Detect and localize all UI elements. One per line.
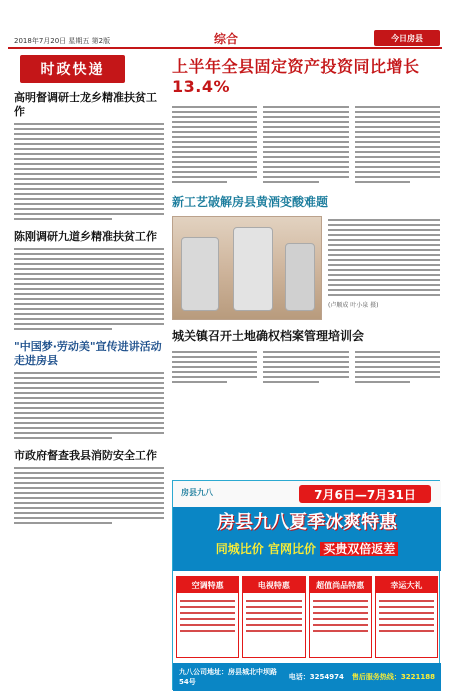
ad-hero	[173, 507, 441, 571]
subline-part: 同城比价	[215, 542, 264, 556]
winery-photo	[172, 216, 322, 320]
section-name: 综合	[214, 32, 239, 46]
tank-shape	[285, 243, 315, 311]
promo-card	[176, 576, 239, 658]
subline-part: 官网比价	[267, 542, 316, 556]
left-column	[14, 55, 164, 695]
tank-shape	[233, 227, 273, 311]
promo-body	[310, 593, 371, 639]
promo-card	[375, 576, 438, 658]
promo-title: 空调特惠	[177, 577, 238, 593]
training-col-3	[355, 348, 440, 386]
feature-title: 新工艺破解房县黄酒变酸难题	[172, 195, 329, 209]
promo-body	[177, 593, 238, 639]
promo-title: 超值尚品特惠	[310, 577, 371, 593]
ad-headline: 房县九八夏季冰爽特惠	[217, 512, 397, 533]
article-4	[14, 449, 164, 524]
store-address: 九八公司地址：房县城北中坝路54号	[179, 668, 277, 686]
promo-body	[376, 593, 437, 639]
promo-title: 电视特惠	[243, 577, 304, 593]
article-body	[14, 372, 164, 439]
feature-article	[172, 194, 440, 320]
masthead	[0, 0, 450, 46]
training-title: 城关镇召开土地确权档案管理培训会	[172, 329, 365, 343]
promo-card	[309, 576, 372, 658]
article-body	[14, 248, 164, 330]
training-body	[172, 348, 440, 386]
store-phone: 电话：3254974	[288, 673, 344, 681]
article-title: 市政府督查我县消防安全工作	[14, 449, 157, 462]
training-col-2	[263, 348, 348, 386]
article-title: 陈刚调研九道乡精准扶贫工作	[14, 230, 157, 243]
tank-shape	[181, 237, 219, 311]
section-banner: 时政快递	[20, 55, 125, 83]
store-name: 房县九八	[181, 488, 213, 497]
promo-card	[242, 576, 305, 658]
article-2	[14, 230, 164, 330]
feature-body	[328, 216, 440, 320]
subline-part-highlight: 买贵双倍返差	[320, 542, 398, 556]
lead-headline: 上半年全县固定资产投资同比增长13.4%	[172, 57, 420, 96]
article-title: "中国梦·劳动美"宣传进讲活动走进房县	[14, 340, 162, 367]
article-body	[14, 467, 164, 524]
ad-top-bar	[173, 481, 441, 507]
promo-grid	[173, 573, 441, 661]
lead-col-3	[355, 103, 440, 186]
promo-body	[243, 593, 304, 639]
promo-title: 幸运大礼	[376, 577, 437, 593]
lead-col-2	[263, 103, 348, 186]
issue-meta: 2018年7月20日 星期五 第2版	[14, 37, 111, 45]
training-article	[172, 328, 440, 386]
lead-col-1	[172, 103, 257, 186]
feature-content	[172, 216, 440, 320]
article-title: 高明督调研士龙乡精准扶贫工作	[14, 91, 157, 118]
service-hotline: 售后服务热线：3221188	[351, 673, 435, 681]
ad-footer	[173, 663, 441, 691]
header-rule	[8, 47, 442, 49]
lead-article-body	[172, 103, 440, 186]
promo-date-badge: 7月6日—7月31日	[299, 485, 431, 503]
newspaper-logo: 今日房县	[374, 30, 440, 46]
ad-subline	[183, 541, 431, 557]
training-col-1	[172, 348, 257, 386]
advertisement	[172, 480, 440, 690]
article-body	[14, 123, 164, 220]
photo-caption: (卢顺成 叶小泉 摄)	[328, 302, 379, 309]
article-1	[14, 91, 164, 220]
article-3	[14, 340, 164, 439]
